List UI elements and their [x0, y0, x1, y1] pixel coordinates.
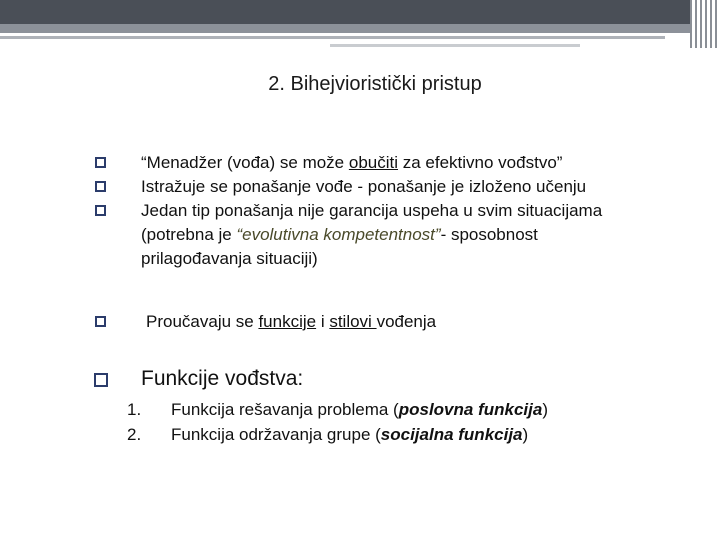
bullet-1-underlined: obučiti	[348, 153, 399, 172]
list-item-2-emphasis: socijalna funkcija	[380, 425, 523, 444]
bullet-2: Istražuje se ponašanje vođe - ponašanje je izloženo učenju	[141, 177, 587, 196]
bullet-4-underlined-2: stilovi	[329, 312, 377, 331]
list-number-1: 1.	[127, 400, 142, 419]
bullet-icon	[94, 373, 108, 387]
bullet-3-line-3: prilagođavanja situaciji)	[141, 249, 318, 268]
bullet-icon	[95, 205, 106, 216]
list-item-1	[171, 400, 548, 420]
bullet-3-line-2	[141, 225, 538, 245]
list-item-1-emphasis: poslovna funkcija	[398, 400, 543, 419]
list-item-2-end: )	[522, 425, 529, 444]
funkcije-heading-colon: :	[297, 367, 304, 390]
list-number-2: 2.	[127, 425, 142, 444]
bullet-icon	[95, 157, 106, 168]
bullet-icon	[95, 316, 106, 327]
bullet-4-underlined-1: funkcije	[258, 312, 317, 331]
header-band	[0, 24, 720, 33]
funkcije-heading-text: Funkcije vođstva	[141, 367, 298, 390]
header-rule-short	[330, 44, 580, 47]
list-item-1-end: )	[542, 400, 548, 419]
bullet-1-end: za efektivno vođstvo”	[398, 153, 563, 172]
bullet-4	[146, 312, 436, 332]
header-rule	[0, 36, 665, 39]
bullet-3-italic: “evolutivna kompetentnost”	[236, 225, 441, 244]
bullet-4-text: Proučavaju se	[146, 312, 259, 331]
bullet-icon	[95, 181, 106, 192]
bullet-3-l2a: (potrebna je	[141, 225, 237, 244]
header-bar	[0, 0, 720, 24]
bullet-3-l2b: - sposobnost	[440, 225, 538, 244]
bullet-4-end: vođenja	[376, 312, 437, 331]
funkcije-heading	[141, 367, 303, 391]
bullet-1	[141, 153, 562, 173]
list-item-2	[171, 425, 528, 445]
bullet-3: Jedan tip ponašanja nije garancija uspeha u svim situacijama	[141, 201, 603, 220]
list-item-1-text: Funkcija rešavanja problema (	[171, 400, 399, 419]
bullet-4-mid: i	[316, 312, 330, 331]
header-stripes	[690, 0, 720, 48]
list-item-2-text: Funkcija održavanja grupe (	[171, 425, 381, 444]
bullet-1-text: “Menadžer (vođa) se može	[141, 153, 349, 172]
slide-title: 2. Bihejvioristički pristup	[268, 73, 482, 95]
